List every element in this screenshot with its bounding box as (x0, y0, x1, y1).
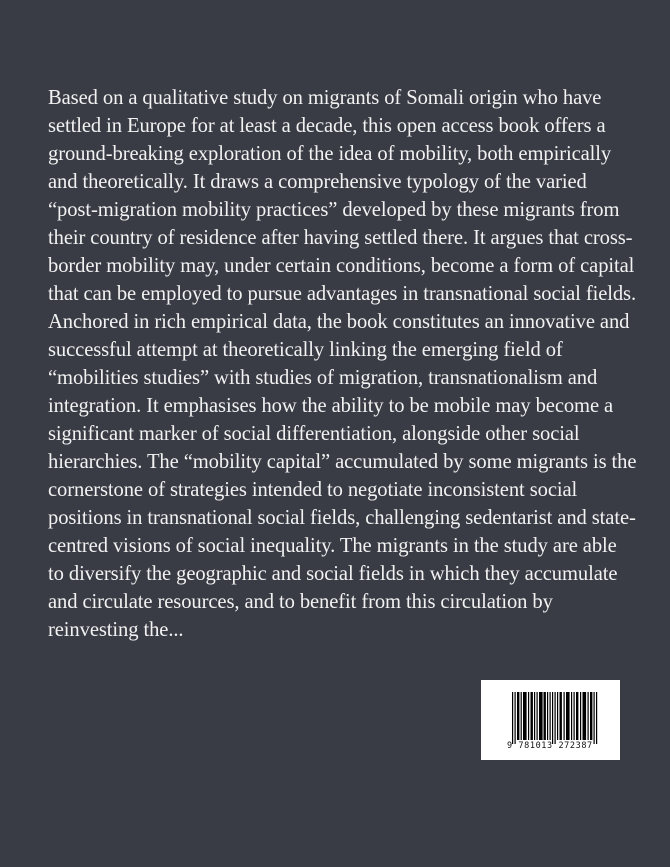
isbn-barcode (481, 680, 620, 760)
description-line: positions in transnational social fields, challenging sedentarist and state- (48, 507, 636, 529)
description-line: ground-breaking exploration of the idea of mobility, both empirically (48, 143, 612, 165)
isbn-number: 9 781013 272387 (507, 741, 593, 751)
description-line: and circulate resources, and to benefit from this circulation by (48, 591, 553, 613)
description-line: integration. It emphasises how the ability to be mobile may become a (48, 395, 614, 417)
description-line: and theoretically. It draws a comprehensive typology of the varied (48, 171, 587, 193)
description-line: “post-migration mobility practices” developed by these migrants from (48, 199, 620, 221)
description-line: settled in Europe for at least a decade, this open access book offers a (48, 115, 606, 137)
description-line: reinvesting the... (48, 619, 184, 641)
description-line: significant marker of social differentiation, alongside other social (48, 423, 580, 445)
description-line: centred visions of social inequality. The migrants in the study are able (48, 535, 617, 557)
description-line: their country of residence after having settled there. It argues that cross- (48, 227, 633, 249)
description-line: Anchored in rich empirical data, the book constitutes an innovative and (48, 311, 630, 333)
description-line: Based on a qualitative study on migrants of Somali origin who have (48, 87, 602, 109)
description-line: to diversify the geographic and social fields in which they accumulate (48, 563, 618, 585)
description-line: border mobility may, under certain conditions, become a form of capital (48, 255, 635, 277)
description-line: “mobilities studies” with studies of migration, transnationalism and (48, 367, 598, 389)
description-line: successful attempt at theoretically linking the emerging field of (48, 339, 563, 361)
description-line: hierarchies. The “mobility capital” accumulated by some migrants is the (48, 451, 637, 473)
book-description (48, 84, 648, 644)
description-line: cornerstone of strategies intended to negotiate inconsistent social (48, 479, 578, 501)
description-line: that can be employed to pursue advantages in transnational social fields. (48, 283, 637, 305)
